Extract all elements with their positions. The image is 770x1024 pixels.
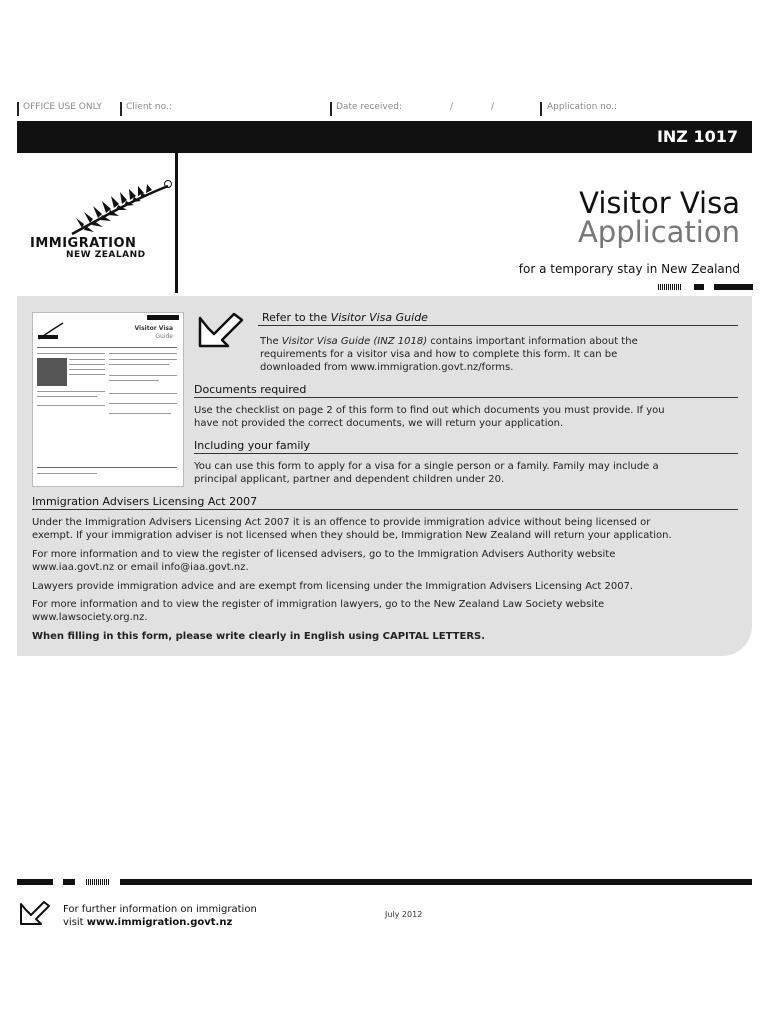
date-separator: / (450, 102, 454, 112)
refer-text-line-1: The Visitor Visa Guide (INZ 1018) contains important information about the (260, 336, 638, 347)
divider (17, 102, 19, 116)
decorative-dashes (658, 284, 753, 290)
form-date: July 2012 (385, 910, 423, 919)
logo-line-2: NEW ZEALAND (66, 250, 146, 260)
footer-info-line-1: For further information on immigration (63, 904, 257, 915)
family-text-line-1: You can use this form to apply for a visa for a single person or a family. Family may include a (194, 461, 659, 472)
thumbnail-bar (147, 315, 179, 320)
advisers-p2-line-2: www.iaa.govt.nz or email info@iaa.govt.nz. (32, 562, 249, 573)
office-use-strip (17, 102, 752, 116)
footer-rule (120, 879, 752, 885)
advisers-heading: Immigration Advisers Licensing Act 2007 (32, 495, 258, 508)
thumbnail-title: Visitor Visa (134, 325, 173, 332)
divider (120, 102, 122, 116)
footer-arrow-icon (17, 900, 53, 930)
form-number: INZ 1017 (656, 127, 738, 146)
thumbnail-fern-icon (37, 321, 65, 341)
silver-fern-icon (68, 180, 178, 238)
advisers-p1-line-1: Under the Immigration Advisers Licensing Act 2007 it is an offence to provide immigration advice without being licensed or (32, 517, 651, 528)
date-separator: / (491, 102, 495, 112)
divider (330, 102, 332, 116)
documents-heading: Documents required (194, 383, 307, 396)
guide-thumbnail (32, 312, 184, 487)
refer-heading: Refer to the Visitor Visa Guide (262, 311, 428, 324)
family-text-line-2: principal applicant, partner and dependent children under 20. (194, 474, 505, 485)
divider (540, 102, 542, 116)
immigration-nz-logo (30, 180, 170, 260)
advisers-p4-line-1: For more information and to view the register of immigration lawyers, go to the New Zealand Law Society website (32, 599, 605, 610)
advisers-p1-line-2: exempt. If your immigration adviser is not licensed when they should be, Immigration New Zealand will return your application. (32, 530, 672, 541)
application-no-field[interactable]: Application no.: (547, 102, 618, 112)
footer-info-line-2: visit www.immigration.govt.nz (63, 917, 233, 928)
date-received-field[interactable]: Date received: (336, 102, 403, 112)
family-heading: Including your family (194, 439, 310, 452)
documents-text-line-1: Use the checklist on page 2 of this form to find out which documents you must provide. If you (194, 405, 665, 416)
immigration-website-link[interactable]: www.immigration.govt.nz (86, 917, 233, 928)
thumbnail-subtitle: Guide (155, 333, 173, 340)
divider (194, 397, 738, 398)
footer-bar (17, 879, 53, 885)
page-subtitle: for a temporary stay in New Zealand (518, 262, 740, 276)
footer-info (63, 903, 257, 929)
office-use-label: OFFICE USE ONLY (23, 102, 102, 112)
footer-hatch (86, 879, 110, 885)
header-bar (17, 121, 752, 153)
divider (258, 325, 738, 326)
divider (32, 509, 738, 510)
refer-text-line-3: downloaded from www.immigration.govt.nz/forms. (260, 362, 514, 373)
page-title: Visitor Visa (579, 186, 740, 220)
refer-text-line-2: requirements for a visitor visa and how to complete this form. It can be (260, 349, 618, 360)
advisers-p4-line-2: www.lawsociety.org.nz. (32, 612, 148, 623)
page-title-secondary: Application (577, 215, 740, 249)
advisers-p2-line-1: For more information and to view the register of licensed advisers, go to the Immigration Advisers Authority website (32, 549, 616, 560)
capital-letters-instruction: When filling in this form, please write clearly in English using CAPITAL LETTERS. (32, 631, 486, 642)
logo-line-1: IMMIGRATION (30, 236, 137, 251)
refer-arrow-icon (194, 312, 250, 356)
advisers-p3: Lawyers provide immigration advice and are exempt from licensing under the Immigration Advisers Licensing Act 2007. (32, 581, 634, 592)
footer-bar (63, 879, 75, 885)
documents-text-line-2: have not provided the correct documents, we will return your application. (194, 418, 564, 429)
client-no-field[interactable]: Client no.: (126, 102, 172, 112)
divider (194, 453, 738, 454)
